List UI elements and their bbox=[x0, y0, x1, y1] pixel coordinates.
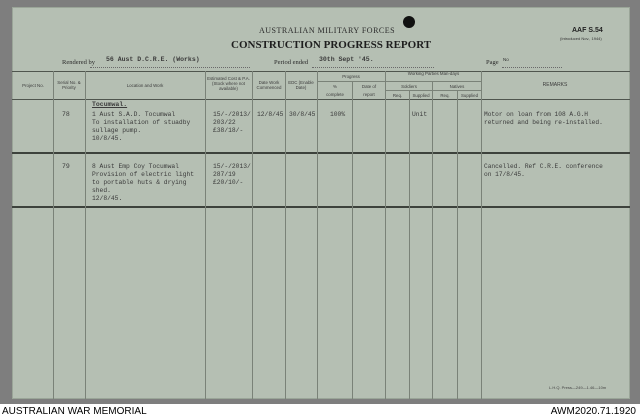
form-note: (Introduced Nov., 1944) bbox=[560, 36, 602, 41]
col-working-parties: Working Parties Man-days bbox=[407, 71, 460, 76]
col-estimated-cost: Estimated Cost & P.A. (Stock where not available) bbox=[207, 76, 250, 91]
location-header: Tocumwal. bbox=[92, 101, 128, 108]
row-1-cost-line-1: 15/-/2013/ bbox=[213, 111, 251, 118]
row-1-edc: 30/8/45 bbox=[289, 111, 316, 118]
row-1-location-line-4: 10/8/45. bbox=[92, 135, 123, 142]
row-2-location-line-2: Provision of electric light bbox=[92, 171, 195, 178]
row-1-remarks-line-2: returned and being re-installed. bbox=[484, 119, 603, 126]
row-2-location-line-1: 8 Aust Emp Coy Tocumwal bbox=[92, 163, 179, 170]
row-1-location-line-2: To installation of stuadby bbox=[92, 119, 191, 126]
row-1-location-line-1: 1 Aust S.A.D. Tocumwal bbox=[92, 111, 176, 118]
caption-left: AUSTRALIAN WAR MEMORIAL bbox=[2, 406, 147, 417]
row-1-soldiers-supplied: Unit bbox=[412, 111, 428, 118]
col-progress: Progress bbox=[342, 74, 360, 79]
caption-bar bbox=[0, 404, 640, 419]
col-edc: EDC (Enable Date) bbox=[288, 80, 314, 90]
row-2-remarks-line-2: on 17/8/45. bbox=[484, 171, 525, 178]
col-natives-req: Req. bbox=[440, 93, 450, 98]
footer-print-code: L.H.Q. Press—249—1.46—10m bbox=[549, 385, 607, 390]
page-label: Page bbox=[486, 59, 499, 66]
col-serial-no: Serial No. & Priority bbox=[57, 80, 81, 90]
col-progress-report: report bbox=[363, 92, 375, 97]
row-2-serial: 79 bbox=[62, 163, 70, 170]
col-remarks: REMARKS bbox=[542, 82, 568, 88]
org-name: AUSTRALIAN MILITARY FORCES bbox=[259, 26, 396, 35]
row-1-progress-pct: 100% bbox=[330, 111, 346, 118]
form-code: AAF S.54 bbox=[572, 27, 603, 34]
row-1-serial: 78 bbox=[62, 111, 70, 118]
col-natives: Natives bbox=[449, 84, 465, 89]
col-date-commenced: Date Work Commenced bbox=[256, 80, 282, 90]
col-progress-complete: complete bbox=[326, 92, 344, 97]
row-1-commenced: 12/8/45 bbox=[257, 111, 284, 118]
period-label: Period ended bbox=[274, 59, 309, 66]
period-value: 30th Sept '45. bbox=[319, 56, 374, 63]
punch-hole bbox=[403, 16, 415, 28]
row-2-location-line-4: shed. bbox=[92, 187, 111, 194]
row-1-remarks-line-1: Motor on loan from 108 A.G.H bbox=[484, 111, 588, 118]
col-natives-supplied: Supplied bbox=[460, 93, 479, 98]
row-2-location-line-3: to portable huts & drying bbox=[92, 179, 187, 186]
row-2-cost-line-2: 287/19 bbox=[213, 171, 236, 178]
page-value: No bbox=[503, 57, 509, 62]
col-project-no: Project No. bbox=[22, 83, 44, 88]
row-2-remarks-line-1: Cancelled. Ref C.R.E. conference bbox=[484, 163, 603, 170]
col-progress-date: Date of bbox=[361, 84, 377, 89]
caption-right: AWM2020.71.1920 bbox=[550, 406, 636, 417]
rendered-by-label: Rendered by bbox=[62, 59, 96, 66]
row-2-cost-line-1: 15/-/2013/ bbox=[213, 163, 251, 170]
row-1-location-line-3: sullage pump. bbox=[92, 127, 142, 134]
col-progress-pct: % bbox=[333, 84, 337, 89]
col-location: Location and Work bbox=[126, 83, 164, 88]
row-1-cost-line-2: 203/22 bbox=[213, 119, 236, 126]
row-2-location-line-5: 12/8/45. bbox=[92, 195, 123, 202]
report-card bbox=[12, 7, 630, 399]
row-1-cost-line-3: £38/18/- bbox=[213, 127, 244, 134]
col-soldiers: Soldiers bbox=[401, 84, 417, 89]
col-soldiers-supplied: Supplied bbox=[412, 93, 430, 98]
rendered-by-value: 56 Aust D.C.R.E. (Works) bbox=[106, 56, 200, 63]
col-soldiers-req: Req. bbox=[392, 93, 403, 98]
report-title: CONSTRUCTION PROGRESS REPORT bbox=[231, 39, 432, 51]
row-2-cost-line-3: £20/10/- bbox=[213, 179, 244, 186]
